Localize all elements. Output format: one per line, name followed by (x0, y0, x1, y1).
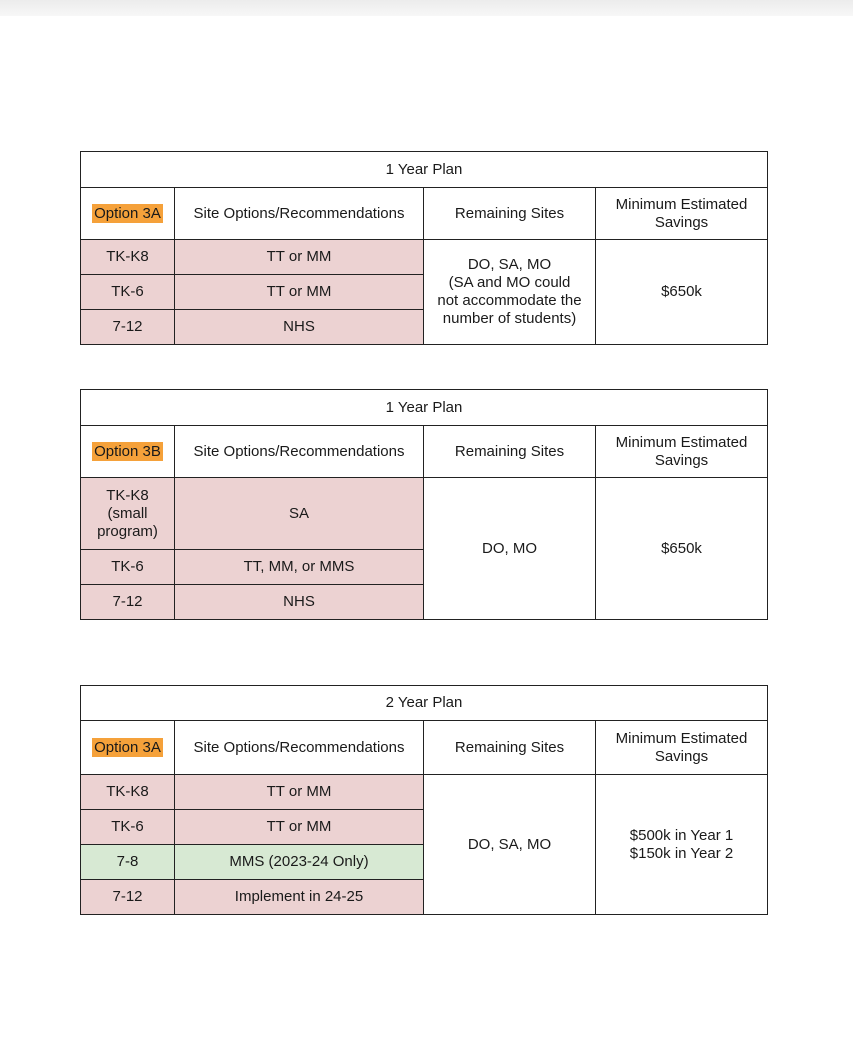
savings-cell: $650k (596, 478, 768, 620)
grade-cell: 7-8 (81, 845, 175, 880)
grade-cell: TK-6 (81, 275, 175, 310)
site-cell: Implement in 24-25 (175, 880, 424, 915)
option-label: Option 3A (81, 721, 175, 775)
remaining-header: Remaining Sites (424, 426, 596, 478)
grade-cell: 7-12 (81, 585, 175, 620)
site-cell: TT or MM (175, 240, 424, 275)
site-header: Site Options/Recommendations (175, 188, 424, 240)
savings-cell: $650k (596, 240, 768, 345)
grade-cell: TK-6 (81, 550, 175, 585)
site-cell: TT, MM, or MMS (175, 550, 424, 585)
table-title: 1 Year Plan (81, 390, 768, 426)
savings-cell: $500k in Year 1 $150k in Year 2 (596, 775, 768, 915)
remaining-header: Remaining Sites (424, 188, 596, 240)
remaining-cell: DO, SA, MO (424, 775, 596, 915)
plan-table-1 (80, 151, 768, 345)
top-bar (0, 0, 853, 16)
remaining-header: Remaining Sites (424, 721, 596, 775)
grade-cell: 7-12 (81, 310, 175, 345)
site-cell: TT or MM (175, 275, 424, 310)
site-header: Site Options/Recommendations (175, 426, 424, 478)
savings-header: Minimum Estimated Savings (596, 188, 768, 240)
site-cell: SA (175, 478, 424, 550)
remaining-cell: DO, SA, MO (SA and MO could not accommodate the number of students) (424, 240, 596, 345)
site-cell: NHS (175, 585, 424, 620)
table-title: 1 Year Plan (81, 152, 768, 188)
plan-table-3 (80, 685, 768, 915)
site-cell: NHS (175, 310, 424, 345)
site-cell: MMS (2023-24 Only) (175, 845, 424, 880)
remaining-cell: DO, MO (424, 478, 596, 620)
site-cell: TT or MM (175, 810, 424, 845)
grade-cell: TK-K8 (81, 240, 175, 275)
grade-cell: 7-12 (81, 880, 175, 915)
grade-cell: TK-6 (81, 810, 175, 845)
table-title: 2 Year Plan (81, 686, 768, 721)
grade-cell: TK-K8 (81, 775, 175, 810)
plan-table-2 (80, 389, 768, 620)
savings-header: Minimum Estimated Savings (596, 426, 768, 478)
option-label: Option 3A (81, 188, 175, 240)
grade-cell: TK-K8 (small program) (81, 478, 175, 550)
site-header: Site Options/Recommendations (175, 721, 424, 775)
site-cell: TT or MM (175, 775, 424, 810)
option-label: Option 3B (81, 426, 175, 478)
savings-header: Minimum Estimated Savings (596, 721, 768, 775)
